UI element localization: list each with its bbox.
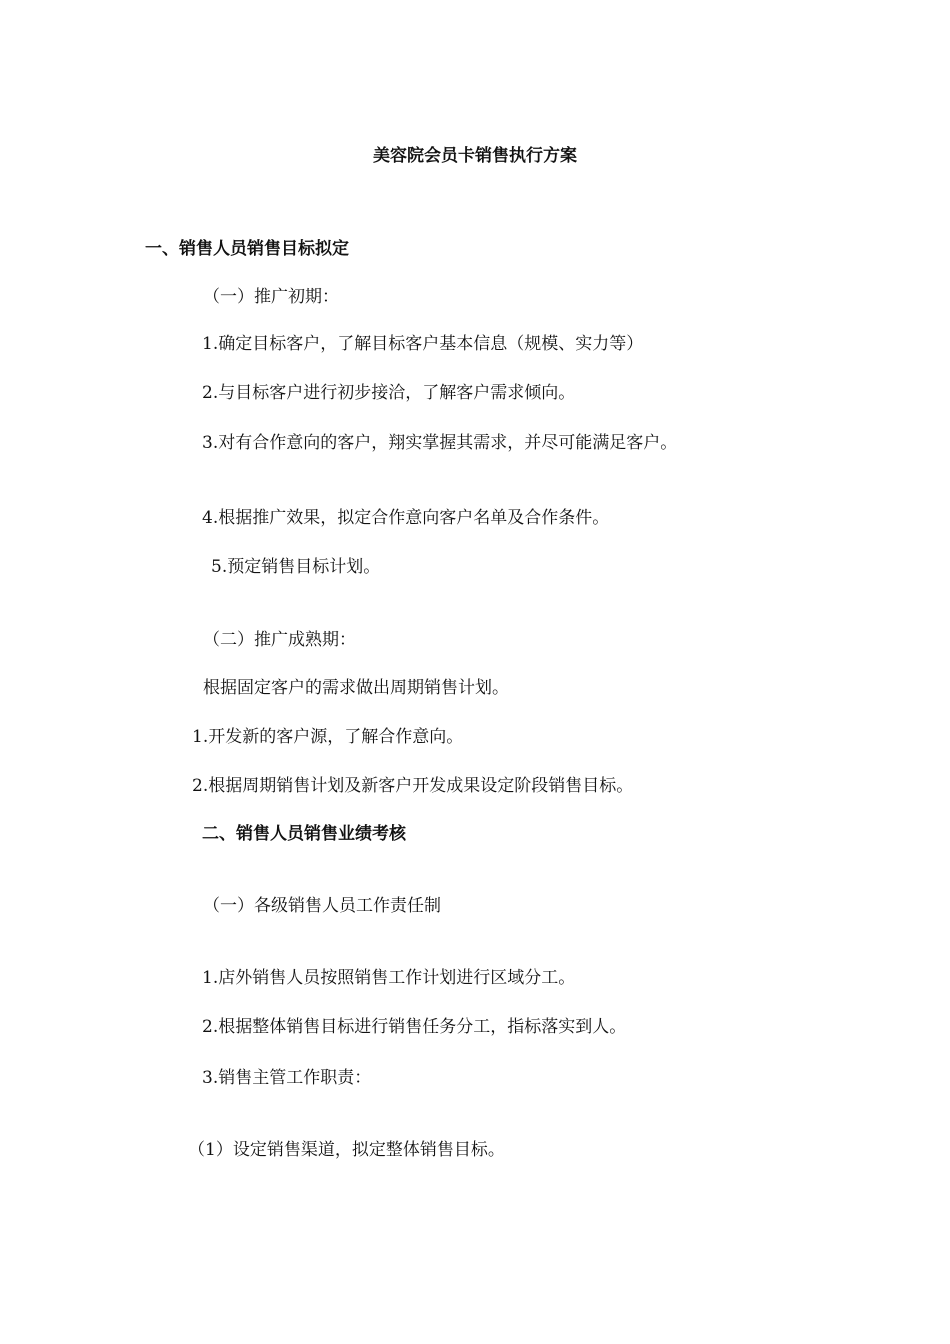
subsection-label: （二）推广成熟期： bbox=[203, 630, 356, 650]
list-item: 2.与目标客户进行初步接洽，了解客户需求倾向。 bbox=[202, 383, 576, 403]
list-item: 1.开发新的客户源，了解合作意向。 bbox=[192, 727, 464, 747]
document-title: 美容院会员卡销售执行方案 bbox=[373, 146, 577, 166]
paragraph: 根据固定客户的需求做出周期销售计划。 bbox=[203, 678, 509, 698]
list-item: 4.根据推广效果，拟定合作意向客户名单及合作条件。 bbox=[202, 508, 610, 528]
sub-list-item: （1）设定销售渠道，拟定整体销售目标。 bbox=[188, 1140, 505, 1160]
list-item: 2.根据周期销售计划及新客户开发成果设定阶段销售目标。 bbox=[192, 776, 634, 796]
list-item: 2.根据整体销售目标进行销售任务分工，指标落实到人。 bbox=[202, 1017, 627, 1037]
subsection-label: （一）推广初期： bbox=[203, 287, 339, 307]
subsection-label: （一）各级销售人员工作责任制 bbox=[203, 896, 441, 916]
list-item: 1.确定目标客户，了解目标客户基本信息（规模、实力等） bbox=[202, 334, 644, 354]
list-item: 1.店外销售人员按照销售工作计划进行区域分工。 bbox=[202, 968, 576, 988]
list-item: 5.预定销售目标计划。 bbox=[211, 557, 381, 577]
list-item: 3.销售主管工作职责： bbox=[202, 1068, 372, 1088]
list-item: 3.对有合作意向的客户，翔实掌握其需求，并尽可能满足客户。 bbox=[202, 433, 678, 453]
section-heading: 一、销售人员销售目标拟定 bbox=[145, 239, 349, 259]
section-heading: 二、销售人员销售业绩考核 bbox=[202, 824, 406, 844]
